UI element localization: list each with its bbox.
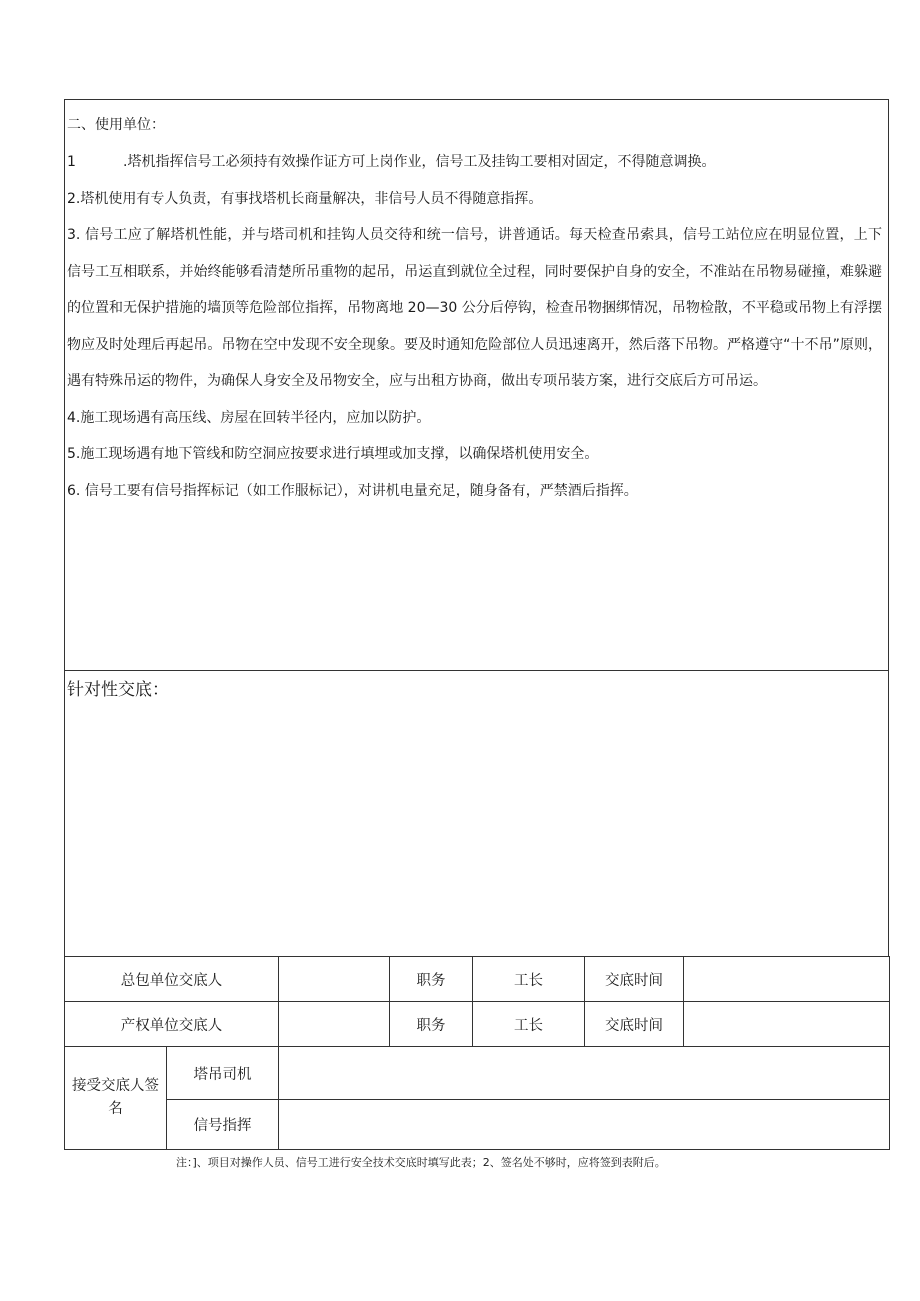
rule-item-6: 6. 信号工要有信号指挥标记（如工作服标记），对讲机电量充足，随身备有，严禁酒后指挥。 (67, 482, 638, 499)
property-owner-row (65, 1002, 890, 1047)
usage-unit-section (64, 99, 889, 670)
property-owner-time-field[interactable] (684, 1002, 890, 1047)
targeted-briefing-section (64, 670, 889, 956)
footnote: 注：]、项目对操作人员、信号工进行安全技术交底时填写此表；2、签名处不够时，应将签到表附后。 (176, 1156, 666, 1169)
general-contractor-signature-field[interactable] (279, 957, 390, 1002)
position-value: 工长 (473, 957, 585, 1002)
rule-item-4: 4.施工现场遇有高压线、房屋在回转半径内，应加以防护。 (67, 409, 431, 426)
signature-table (64, 956, 890, 1150)
rule-item-1-text: .塔机指挥信号工必须持有效操作证方可上岗作业，信号工及挂钩工要相对固定，不得随意调换。 (123, 154, 716, 170)
position-value: 工长 (473, 1002, 585, 1047)
briefing-time-label: 交底时间 (585, 1002, 684, 1047)
targeted-briefing-heading: 针对性交底： (67, 680, 169, 700)
rule-item-3: 3. 信号工应了解塔机性能，并与塔司机和挂钩人员交待和统一信号，讲普通话。每天检查吊索具，信号工站位应在明显位置，上下信号工互相联系，并始终能够看清楚所吊重物的起吊，吊运直到就位全过程，同时要保护自身的安全，不准站在吊物易碰撞，难躲避的位置和无保护措施的墙顶等危险部位指挥，吊物离地 20—30 公分后停钩，检查吊物捆绑情况，吊物检散，不平稳或吊物上有浮摆物应及时处理后再起吊。吊物在空中发现不安全现象。要及时通知危险部位人员迅速离开，然后落下吊物。严格遵守“十不吊”原则，遇有特殊吊运的物件，为确保人身安全及吊物安全，应与出租方协商，做出专项吊装方案，进行交底后方可吊运。 (67, 227, 882, 389)
crane-driver-label: 塔吊司机 (167, 1047, 279, 1100)
property-owner-label: 产权单位交底人 (65, 1002, 279, 1047)
general-contractor-label: 总包单位交底人 (65, 957, 279, 1002)
safety-briefing-form (64, 99, 889, 1170)
crane-driver-row (65, 1047, 890, 1100)
property-owner-signature-field[interactable] (279, 1002, 390, 1047)
rule-item-2: 2.塔机使用有专人负责，有事找塔机长商量解决，非信号人员不得随意指挥。 (67, 190, 543, 207)
position-label: 职务 (390, 957, 473, 1002)
signal-commander-signature-field[interactable] (279, 1100, 890, 1150)
rule-item-5: 5.施工现场遇有地下管线和防空洞应按要求进行填埋或加支撑，以确保塔机使用安全。 (67, 446, 599, 462)
signal-commander-row (65, 1100, 890, 1150)
crane-driver-signature-field[interactable] (279, 1047, 890, 1100)
rule-item-1 (67, 144, 882, 181)
briefing-time-label: 交底时间 (585, 957, 684, 1002)
usage-unit-heading: 二、使用单位： (67, 117, 165, 133)
rule-item-1-number: 1 (67, 154, 76, 170)
signal-commander-label: 信号指挥 (167, 1100, 279, 1150)
general-contractor-row (65, 957, 890, 1002)
general-contractor-time-field[interactable] (684, 957, 890, 1002)
receiver-signature-label: 接受交底人签名 (65, 1047, 167, 1150)
position-label: 职务 (390, 1002, 473, 1047)
